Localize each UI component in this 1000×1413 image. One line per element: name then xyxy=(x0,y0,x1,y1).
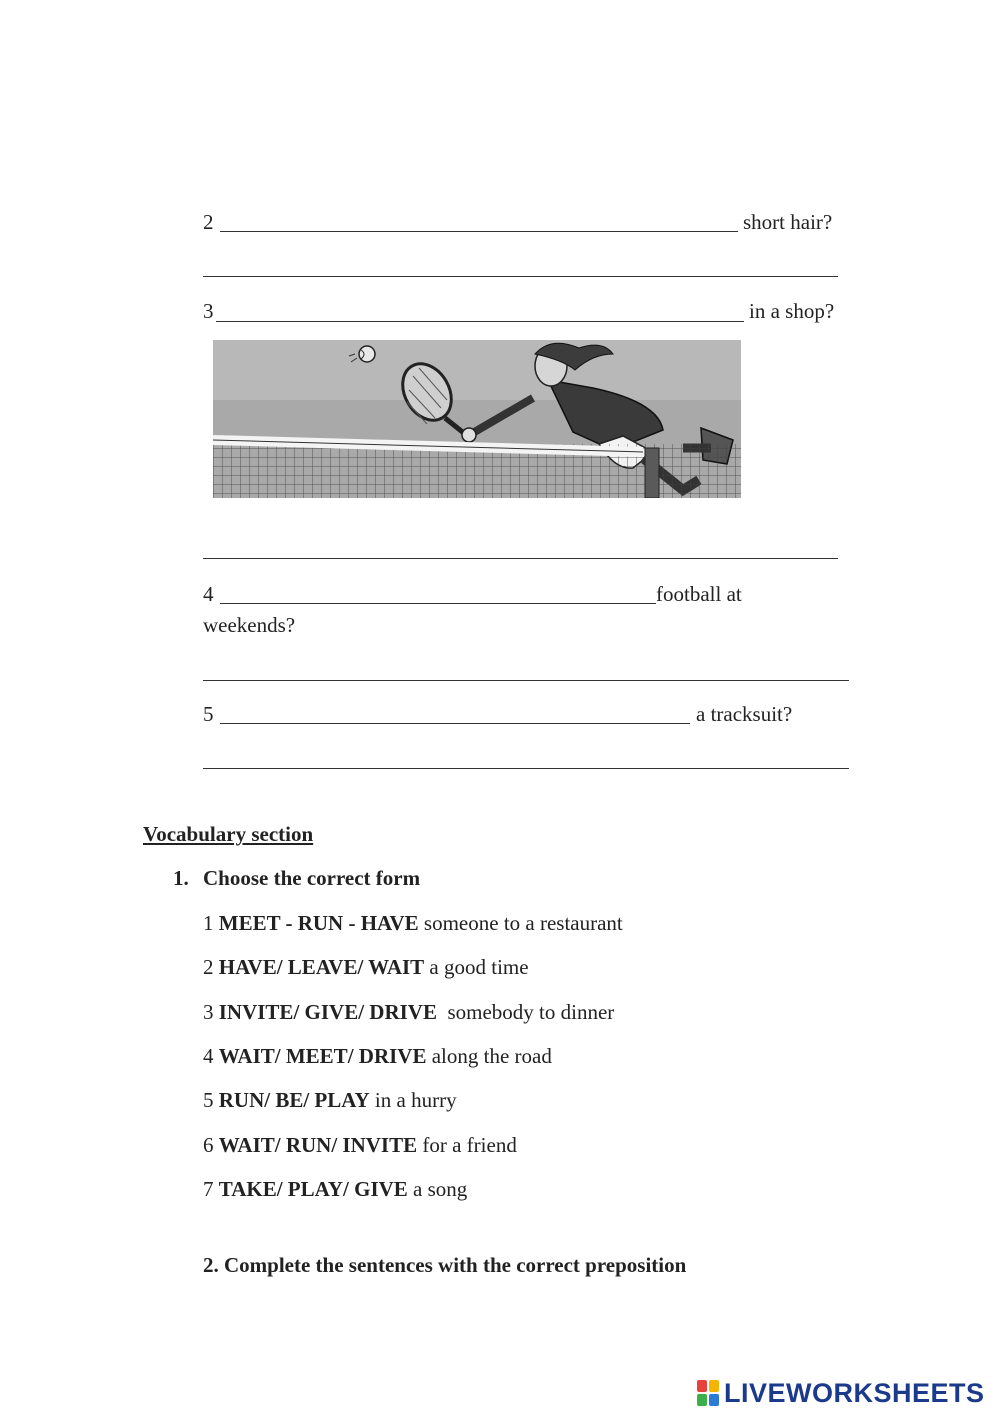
vocab-options: WAIT/ MEET/ DRIVE xyxy=(218,1044,427,1068)
question-3-suffix: in a shop? xyxy=(749,299,835,323)
question-3-blank[interactable] xyxy=(216,321,744,322)
vocab-options: WAIT/ RUN/ INVITE xyxy=(218,1133,418,1157)
vocab-item: 1 MEET - RUN - HAVE someone to a restaurant xyxy=(203,911,623,935)
vocab-item: 3 INVITE/ GIVE/ DRIVE somebody to dinner xyxy=(203,1000,615,1024)
vocab-options: MEET - RUN - HAVE xyxy=(218,911,419,935)
question-2-suffix: short hair? xyxy=(743,210,833,234)
question-3-number: 3 xyxy=(203,299,214,323)
vocabulary-heading: Vocabulary section xyxy=(143,822,314,846)
vocab-item: 2 HAVE/ LEAVE/ WAIT a good time xyxy=(203,955,529,979)
answer-line-3[interactable] xyxy=(203,558,838,559)
tennis-player-illustration xyxy=(213,340,741,502)
answer-line-2[interactable] xyxy=(203,276,838,277)
question-4-continuation: weekends? xyxy=(203,613,296,637)
vocab-options: TAKE/ PLAY/ GIVE xyxy=(218,1177,408,1201)
exercise-1-number: 1. xyxy=(173,866,189,890)
answer-line-4[interactable] xyxy=(203,680,849,681)
question-4-blank[interactable] xyxy=(220,603,656,604)
liveworksheets-logo xyxy=(696,1376,985,1410)
question-5-number: 5 xyxy=(203,702,214,726)
vocab-options: RUN/ BE/ PLAY xyxy=(218,1088,370,1112)
question-5-blank[interactable] xyxy=(220,723,690,724)
question-4-number: 4 xyxy=(203,582,214,606)
liveworksheets-logo-text: LIVEWORKSHEETS xyxy=(724,1377,985,1408)
question-4-suffix: football at xyxy=(656,582,742,606)
vocab-item: 5 RUN/ BE/ PLAY in a hurry xyxy=(203,1088,457,1112)
vocab-item: 4 WAIT/ MEET/ DRIVE along the road xyxy=(203,1044,552,1068)
answer-line-5[interactable] xyxy=(203,768,849,769)
liveworksheets-logo-icon xyxy=(696,1379,720,1407)
question-5-suffix: a tracksuit? xyxy=(696,702,793,726)
question-2-blank[interactable] xyxy=(220,231,738,232)
vocab-options: HAVE/ LEAVE/ WAIT xyxy=(218,955,425,979)
vocab-item: 6 WAIT/ RUN/ INVITE for a friend xyxy=(203,1133,517,1157)
vocab-item: 7 TAKE/ PLAY/ GIVE a song xyxy=(203,1177,468,1201)
question-2-number: 2 xyxy=(203,210,214,234)
exercise-1-title: Choose the correct form xyxy=(203,866,421,890)
exercise-2-title: 2. Complete the sentences with the correct preposition xyxy=(203,1253,687,1277)
vocab-options: INVITE/ GIVE/ DRIVE xyxy=(218,1000,437,1024)
